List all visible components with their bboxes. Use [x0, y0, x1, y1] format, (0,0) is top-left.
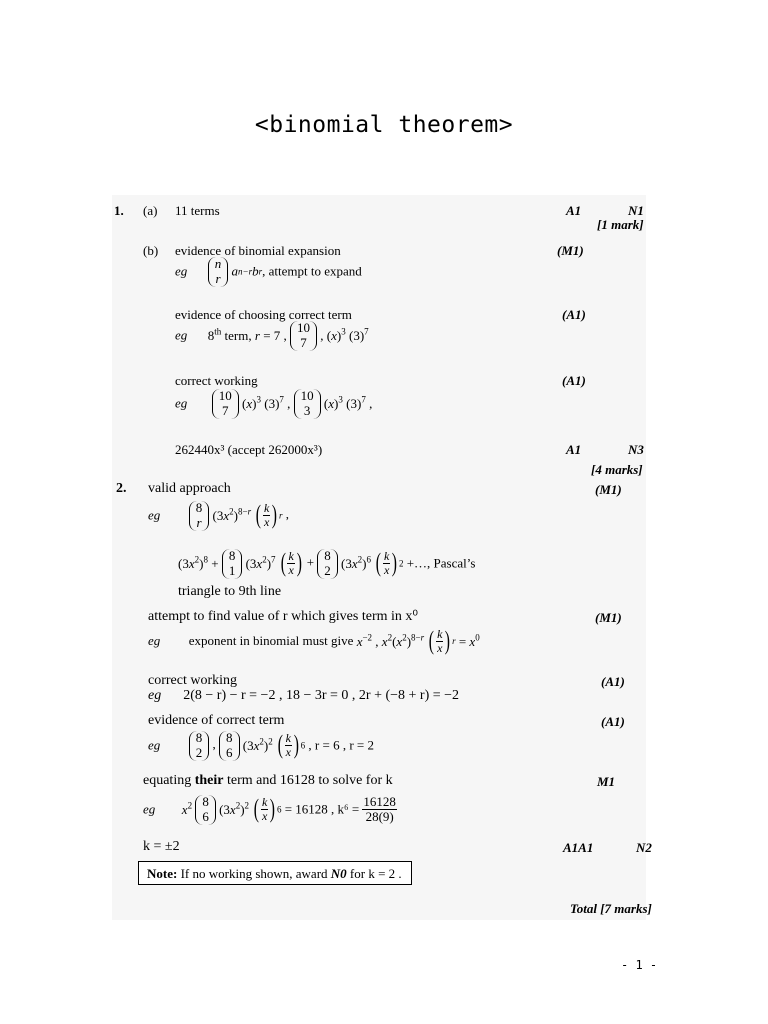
q2-line3: correct working	[148, 673, 238, 688]
q1b-line1-mark: (M1)	[557, 243, 584, 258]
q2-line2: attempt to find value of r which gives term in x⁰	[148, 609, 418, 624]
question-2-number: 2.	[116, 481, 127, 496]
q1b-line3-mark: (A1)	[562, 373, 586, 388]
q2-line5: equating their term and 16128 to solve for k	[143, 773, 393, 788]
q2-line3-mark: (A1)	[601, 674, 625, 689]
q1a-total: [1 mark]	[597, 217, 644, 232]
q1b-answer-mark-n3: N3	[628, 442, 644, 457]
binomial-10-7-b: 10 7	[212, 388, 239, 419]
q2-eg2: eg exponent in binomial must give $x^{-2}$ , $x^2(x^2)^{8-r}$ ( $\frac{k}{x}$ ) $r = x^0$	[148, 626, 480, 656]
question-1-number: 1.	[114, 203, 124, 218]
q1a-mark-n1: N1	[628, 203, 644, 218]
page-title: <binomial theorem>	[254, 112, 514, 138]
q1b-eg1-text: , attempt to expand	[262, 263, 362, 279]
q2-line2-mark: (M1)	[595, 610, 622, 625]
q1b-line2-mark: (A1)	[562, 307, 586, 322]
pascal-text: +…, Pascal’s	[406, 555, 476, 571]
q1b-line3: correct working	[175, 373, 258, 388]
binomial-10-3: 10 3	[294, 388, 321, 419]
q1b-line2: evidence of choosing correct term	[175, 307, 352, 322]
q2-line4-mark: (A1)	[601, 714, 625, 729]
q1a-text: 11 terms	[175, 203, 220, 218]
q2-total: Total [7 marks]	[570, 901, 652, 916]
q1b-label: (b)	[143, 243, 159, 258]
q2-answer: k = ±2	[143, 839, 180, 854]
binomial-8-r: 8 r	[189, 500, 210, 531]
q1b-answer-mark-a1: A1	[566, 442, 582, 457]
q2-answer-mark-n2: N2	[636, 840, 652, 855]
q2-line1-mark: (M1)	[595, 482, 622, 497]
q2-eg4: eg 8 2 , 8 6 $(3x^2)^2$ ( $\frac{k}{x}$ ) 6 , r = 6 , r = 2	[148, 730, 374, 760]
q2-answer-mark-a1a1: A1A1	[563, 840, 594, 855]
q1a-mark-a1: A1	[566, 203, 582, 218]
binomial-10-7: 10 7	[290, 320, 317, 351]
q1b-total: [4 marks]	[591, 462, 643, 477]
q2-eg5: eg $x^2$ 8 6 $(3x^2)^2$ ( $\frac{k}{x}$ ) 6 = 16128 , k⁶ = $\frac{16128}{28(9)}$	[143, 794, 396, 824]
page-number: - 1 -	[621, 958, 658, 972]
note-box: Note: If no working shown, award N0 for k = 2 .	[138, 861, 412, 885]
q2-line4: evidence of correct term	[148, 713, 285, 728]
q2-line3-eg: eg 2(8 − r) − r = −2 , 18 − 3r = 0 , 2r + (−8 + r) = −2	[148, 688, 460, 703]
q1b-eg3: eg 10 7 $(x)^3$ $(3)^7$ , 10 3 $(x)^3$ $(3)^7$ ,	[175, 388, 373, 418]
q2-eg1: eg 8 r $(3x^2)^{8-r}$ ( $\frac{k}{x}$ ) r ,	[148, 500, 290, 530]
q2-line1: valid approach	[148, 481, 231, 496]
q1b-answer: 262440x³ (accept 262000x³)	[175, 442, 323, 457]
q1b-line1: evidence of binomial expansion	[175, 243, 341, 258]
q1b-eg2: eg 8th term, r = 7 , 10 7 , $(x)^3$ $(3)^7$	[175, 320, 369, 350]
q2-expansion: $(3x^2)^8$ + 8 1 $(3x^2)^7$ ( $\frac{k}{x}$ ) + 8 2 $(3x^2)^6$ ( $\frac{k}{x}$ ) 2 +…, Pascal’s	[178, 548, 476, 578]
eg-label: eg	[175, 263, 188, 279]
q2-line5-mark: M1	[597, 774, 616, 789]
q1a-label: (a)	[143, 203, 158, 218]
q1b-eg1: eg n r an−rbr, attempt to expand	[175, 256, 362, 286]
q2-triangle: triangle to 9th line	[178, 584, 282, 599]
binomial-n-r: n r	[208, 256, 229, 287]
